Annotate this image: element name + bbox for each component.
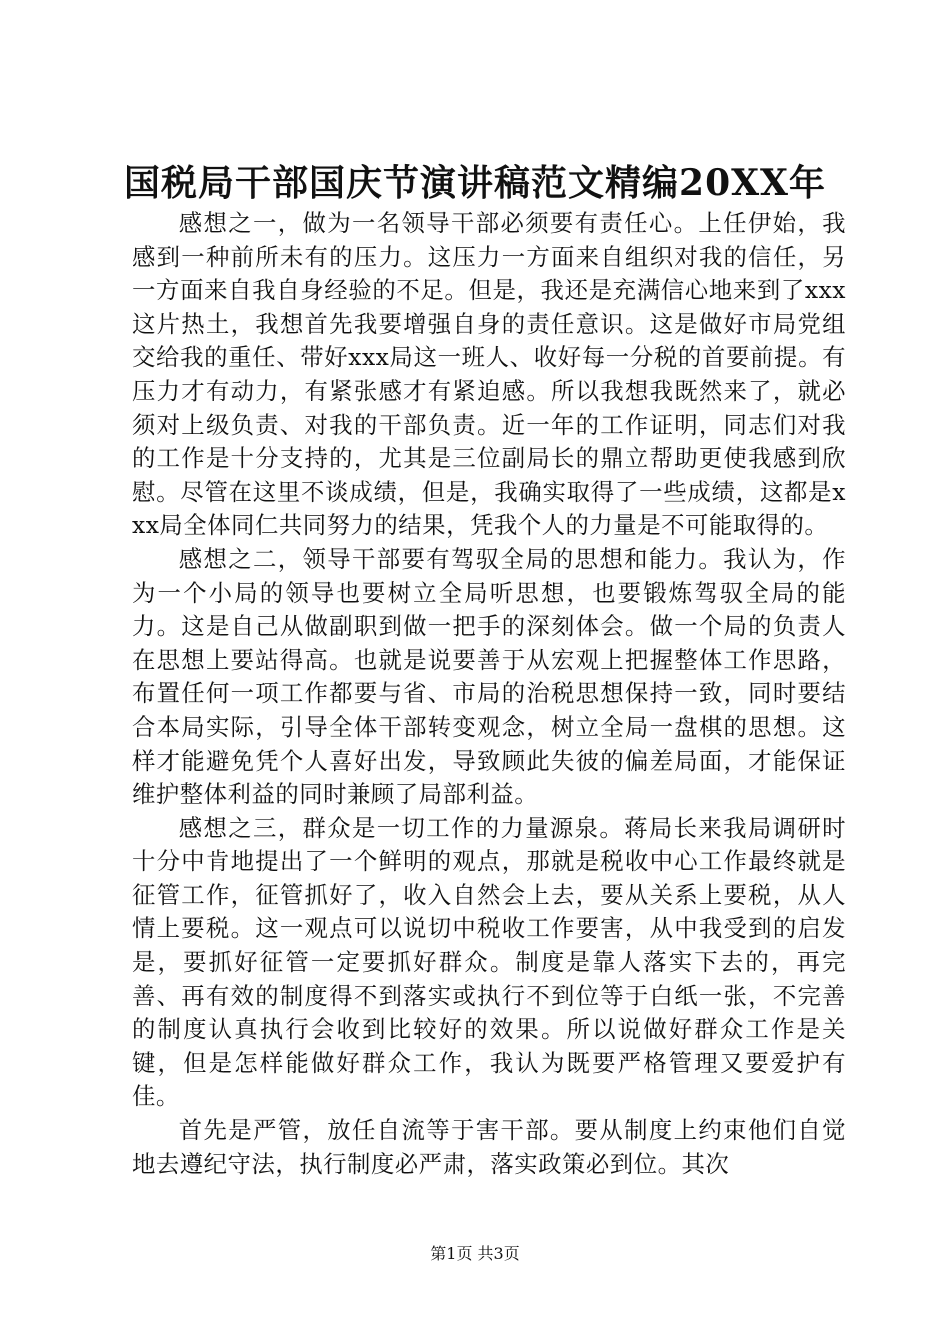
- paragraph-3: 感想之三，群众是一切工作的力量源泉。蒋局长来我局调研时十分中肯地提出了一个鲜明的观点，那就是税收中心工作最终就是征管工作，征管抓好了，收入自然会上去，要从关系上要税，从人情上要税。这一观点可以说切中税收工作要害，从中我受到的启发是，要抓好征管一定要抓好群众。制度是靠人落实下去的，再完善、再有效的制度得不到落实或执行不到位等于白纸一张，不完善的制度认真执行会收到比较好的效果。所以说做好群众工作是关键，但是怎样能做好群众工作，我认为既要严格管理又要爱护有佳。: [132, 813, 846, 1111]
- paragraph-4: 首先是严管，放任自流等于害干部。要从制度上约束他们自觉地去遵纪守法，执行制度必严肃，落实政策必到位。其次: [132, 1116, 846, 1178]
- page-number-footer: 第1页 共3页: [430, 1244, 520, 1263]
- document-title: 国税局干部国庆节演讲稿范文精编20XX年: [124, 162, 826, 204]
- document-body: [132, 207, 846, 1181]
- paragraph-2: 感想之二，领导干部要有驾驭全局的思想和能力。我认为，作为一个小局的领导也要树立全局听思想，也要锻炼驾驭全局的能力。这是自己从做副职到做一把手的深刻体会。做一个局的负责人在思想上要站得高。也就是说要善于从宏观上把握整体工作思路，布置任何一项工作都要与省、市局的治税思想保持一致，同时要结合本局实际，引导全体干部转变观念，树立全局一盘棋的思想。这样才能避免凭个人喜好出发，导致顾此失彼的偏差局面，才能保证维护整体利益的同时兼顾了局部利益。: [132, 544, 846, 809]
- paragraph-1: 感想之一，做为一名领导干部必须要有责任心。上任伊始，我感到一种前所未有的压力。这压力一方面来自组织对我的信任，另一方面来自我自身经验的不足。但是，我还是充满信心地来到了xxx这片热土，我想首先我要增强自身的责任意识。这是做好市局党组交给我的重任、带好xxx局这一班人、收好每一分税的首要前提。有压力才有动力，有紧张感才有紧迫感。所以我想我既然来了，就必须对上级负责、对我的干部负责。近一年的工作证明，同志们对我的工作是十分支持的，尤其是三位副局长的鼎立帮助更使我感到欣慰。尽管在这里不谈成绩，但是，我确实取得了一些成绩，这都是xxx局全体同仁共同努力的结果，凭我个人的力量是不可能取得的。: [132, 209, 846, 540]
